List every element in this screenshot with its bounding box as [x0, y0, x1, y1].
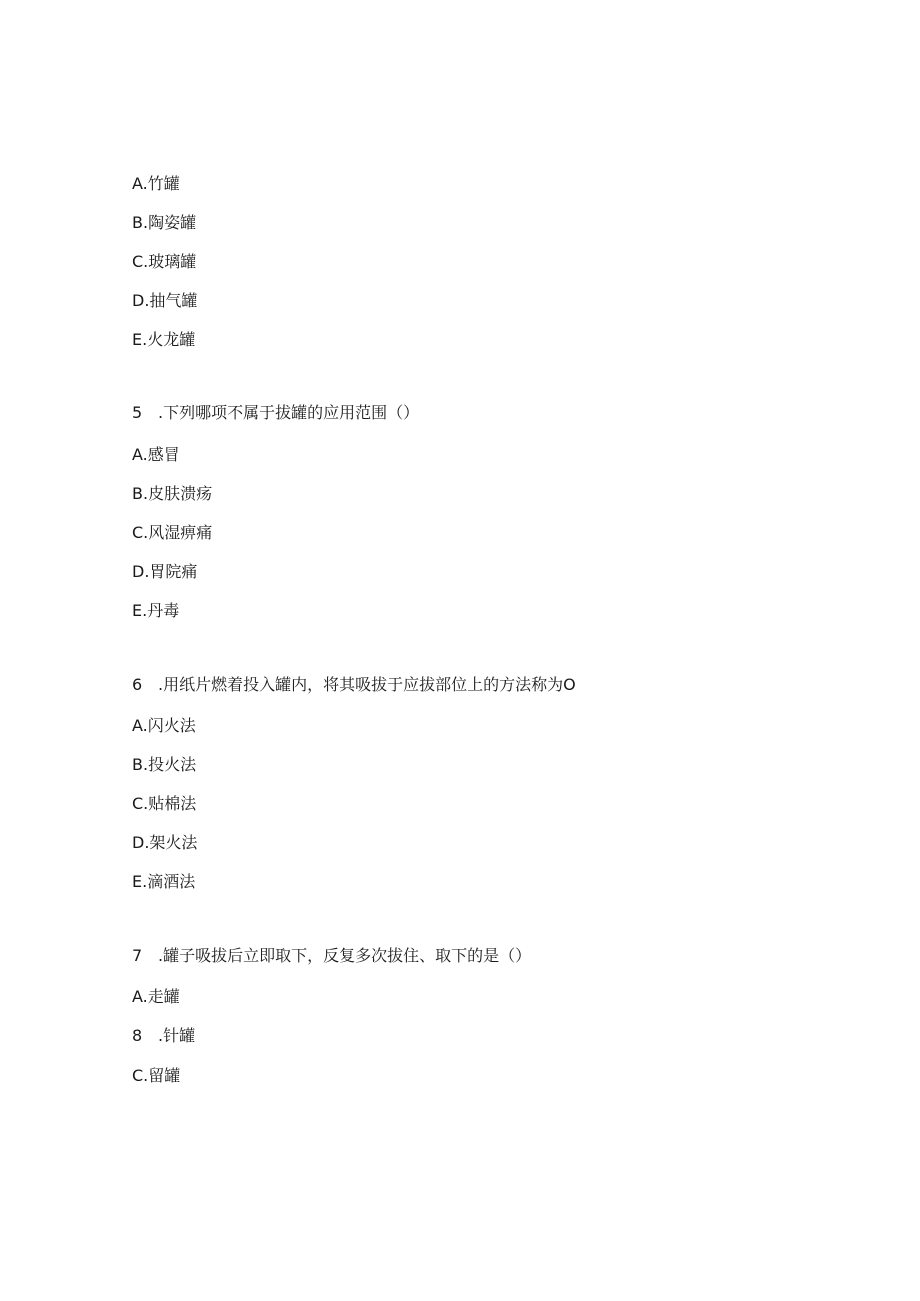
option-a: A.感冒 [132, 445, 180, 464]
option-a: A.闪火法 [132, 716, 196, 735]
question-text: .罐子吸拔后立即取下，反复多次拔住、取下的是（） [158, 946, 532, 965]
question-6 [132, 675, 576, 695]
option-d: D.架火法 [132, 833, 198, 852]
option-c: C.风湿痹痛 [132, 523, 213, 542]
question-5 [132, 403, 419, 423]
question-text: .针罐 [158, 1026, 196, 1045]
option-b: B.皮肤溃疡 [132, 484, 213, 503]
option-c: C.玻璃罐 [132, 252, 197, 271]
option-e: E.丹毒 [132, 601, 180, 620]
option-d: D.抽气罐 [132, 291, 198, 310]
option-a: A.走罐 [132, 987, 180, 1006]
question-number: 7 [132, 946, 143, 965]
question-number: 8 [132, 1026, 143, 1045]
option-b: B.陶姿罐 [132, 213, 197, 232]
question-text: .用纸片燃着投入罐内，将其吸拔于应拔部位上的方法称为O [158, 675, 576, 694]
option-e: E.火龙罐 [132, 330, 196, 349]
question-8 [132, 1026, 195, 1046]
option-c: C.留罐 [132, 1066, 181, 1085]
option-e: E.滴酒法 [132, 872, 196, 891]
question-number: 6 [132, 675, 143, 694]
option-b: B.投火法 [132, 755, 197, 774]
option-a: A.竹罐 [132, 174, 180, 193]
option-d: D.胃院痛 [132, 562, 198, 581]
question-number: 5 [132, 403, 143, 422]
option-c: C.贴棉法 [132, 794, 197, 813]
question-7 [132, 946, 531, 966]
question-text: .下列哪项不属于拔罐的应用范围（） [158, 403, 420, 422]
